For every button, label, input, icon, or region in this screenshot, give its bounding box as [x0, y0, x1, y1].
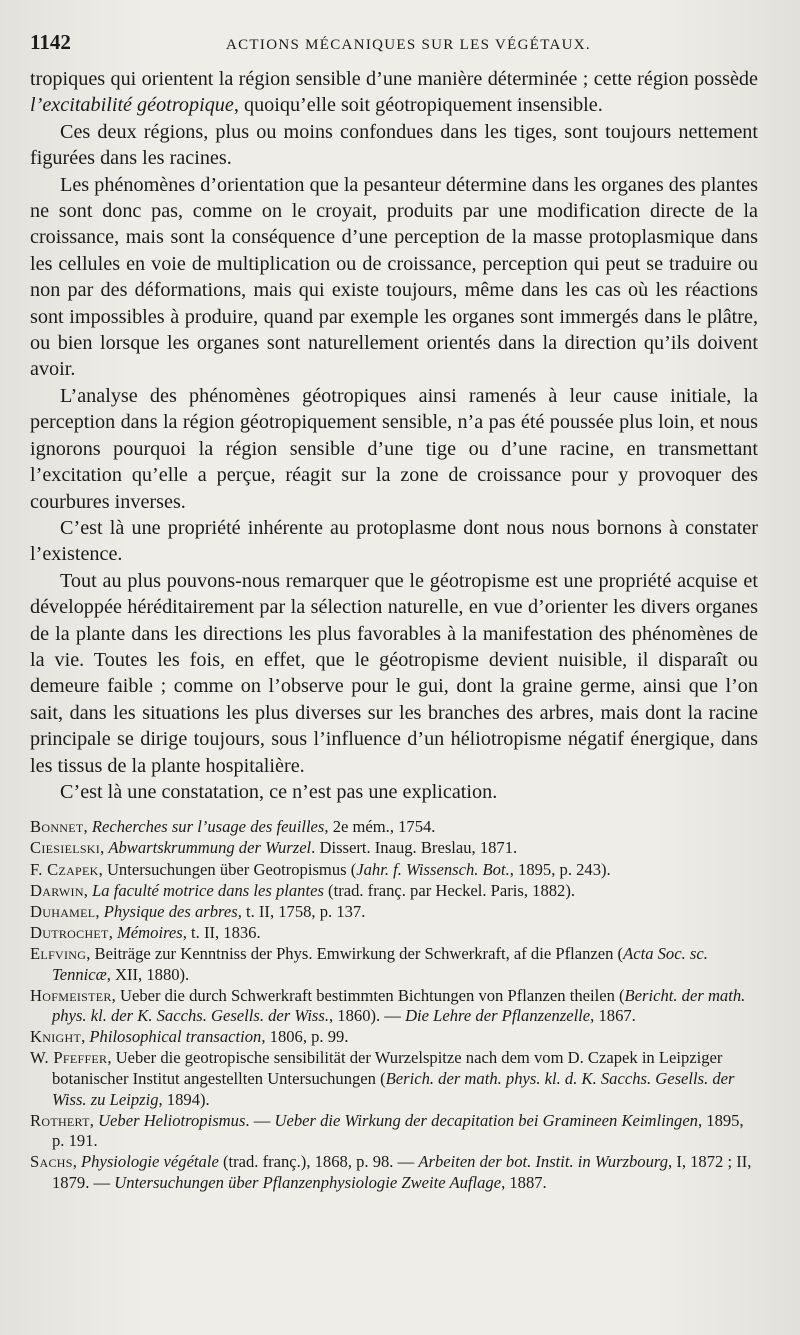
running-title: ACTIONS MÉCANIQUES SUR LES VÉGÉTAUX.: [226, 37, 591, 53]
reference-title: La faculté motrice dans les plantes: [92, 880, 324, 900]
page-header: [30, 30, 758, 60]
reference-text: , 1860). —: [329, 1006, 406, 1026]
reference-text: , I, 1872 ; II, 1879. —: [52, 1152, 752, 1192]
paragraph: C’est là une propriété inhérente au protoplasme dont nous nous bornons à constater l’existence.: [30, 516, 758, 566]
reference-entry: [30, 902, 758, 923]
paragraph: Les phénomènes d’orientation que la pesanteur détermine dans les organes des plantes ne sont donc pas, comme on le croyait, produits par une modification directe de la croissance, mais sont la conséquence d’une perception de la masse protoplasmique dans les cellules en voie de multiplication ou de croissance, perception qui peut se traduire ou non par des déformations, mais qui existe toujours, même dans les cas où les réactions sont impossibles à produire, quand par exemple les organes sont immergés dans le plâtre, ou bien lorsque les organes sont naturellement orientés dans la direction qu’ils doivent avoir.: [30, 173, 758, 381]
reference-entry: [30, 838, 758, 859]
reference-entry: [30, 923, 758, 944]
reference-text: ,: [83, 817, 92, 837]
reference-text: , XII, 1880).: [106, 964, 190, 984]
reference-text: ,: [100, 838, 109, 858]
reference-author: Knight: [30, 1027, 82, 1047]
reference-entry: [30, 1027, 758, 1048]
reference-author: Ciesielski: [30, 838, 101, 858]
reference-text: ,: [89, 1110, 99, 1130]
reference-entry: [30, 1111, 758, 1152]
reference-author: Bonnet: [30, 817, 84, 837]
reference-title: Ueber Heliotropismus: [98, 1110, 246, 1130]
reference-text: , t. II, 1836.: [182, 922, 261, 942]
body-text: [30, 66, 758, 805]
reference-text: , Untersuchungen über Geotropismus (: [98, 859, 357, 879]
reference-text: , Ueber die durch Schwerkraft bestimmten Bichtungen von Pflanzen theilen (: [111, 985, 625, 1005]
emphasis-term: l’excitabilité géotropique: [30, 94, 234, 117]
reference-title: Philosophical transaction: [89, 1027, 262, 1047]
paragraph: Ces deux régions, plus ou moins confondues dans les tiges, sont toujours nettement figurées dans les racines.: [30, 120, 758, 170]
reference-entry: [30, 944, 758, 985]
reference-title: Untersuchungen über Pflanzenphysiologie Zweite Auflage: [114, 1172, 502, 1192]
reference-text: (trad. franç.), 1868, p. 98. —: [218, 1152, 419, 1172]
reference-text: , 1894).: [158, 1089, 210, 1109]
reference-entry: [30, 1152, 758, 1193]
reference-title: Physique des arbres: [103, 901, 238, 921]
reference-title: Abwartskrummung der Wurzel: [108, 838, 312, 858]
page-number: 1142: [30, 30, 71, 54]
reference-text: (trad. franç. par Heckel. Paris, 1882).: [323, 880, 576, 900]
reference-author: F. Czapek: [30, 859, 99, 879]
reference-title: Bericht. der math. phys. kl. der K. Sacchs. Gesells. der Wiss.: [52, 985, 746, 1026]
reference-text: ,: [81, 1027, 90, 1047]
paragraph-continuation: tropiques qui orientent la région sensible d’une manière déterminée ; cette région possède l’excitabilité géotropique, quoiqu’elle soit géotropiquement insensible.: [30, 68, 758, 117]
reference-author: Rothert: [30, 1110, 90, 1130]
paragraph: L’analyse des phénomènes géotropiques ainsi ramenés à leur cause initiale, la perception dans la région géotropiquement sensible, n’a pas été poussée plus loin, et nous ignorons pourquoi la région sensible d’une tige ou d’une racine, en transmettant l’excitation qu’elle a perçue, réagit sur la zone de croissance pour y provoquer des courbures inverses.: [30, 384, 758, 513]
reference-title: Die Lehre der Pflanzenzelle: [405, 1006, 591, 1026]
reference-author: Elfving: [30, 943, 87, 963]
bibliography: [30, 817, 758, 1193]
reference-entry: [30, 1048, 758, 1110]
reference-title: Acta Soc. sc. Tennicæ: [52, 943, 708, 984]
reference-author: W. Pfeffer: [30, 1048, 108, 1068]
reference-text: ,: [108, 922, 117, 942]
reference-author: Dutrochet: [30, 922, 109, 942]
reference-author: Darwin: [30, 880, 84, 900]
reference-title: Ueber die Wirkung der decapitation bei Gramineen Keimlingen: [274, 1110, 698, 1130]
reference-text: ,: [95, 901, 104, 921]
reference-author: Duhamel: [30, 901, 96, 921]
reference-title: Mémoires: [116, 922, 183, 942]
reference-title: Berich. der math. phys. kl. d. K. Sacchs. Gesells. der Wiss. zu Leipzig: [52, 1069, 735, 1109]
reference-text: , 1806, p. 99.: [261, 1027, 349, 1047]
reference-title: Physiologie végétale: [81, 1152, 219, 1172]
reference-entry: [30, 860, 758, 881]
reference-text: . Dissert. Inaug. Breslau, 1871.: [311, 838, 518, 858]
reference-entry: [30, 881, 758, 902]
reference-title: Recherches sur l’usage des feuilles: [91, 817, 325, 837]
reference-text: , Beiträge zur Kenntniss der Phys. Emwirkung der Schwerkraft, af die Pflanzen (: [86, 943, 624, 963]
reference-text: , 1867.: [590, 1006, 636, 1026]
reference-text: , 1895, p. 191.: [52, 1110, 744, 1151]
reference-text: , 1895, p. 243).: [509, 859, 611, 879]
reference-text: . —: [245, 1110, 275, 1130]
reference-text: , Ueber die geotropische sensibilität der Wurzelspitze nach dem vom D. Czapek in Leipziger botanischer Institut angestellten Untersuchungen (: [52, 1048, 723, 1088]
reference-entry: [30, 817, 758, 838]
reference-text: , 1887.: [501, 1172, 547, 1192]
reference-text: , t. II, 1758, p. 137.: [237, 901, 366, 921]
reference-text: ,: [83, 880, 93, 900]
paragraph: Tout au plus pouvons-nous remarquer que le géotropisme est une propriété acquise et développée héréditairement par la sélection naturelle, en vue d’orienter les divers organes de la plante dans les directions les plus favorables à la manifestation des phénomènes de la vie. Toutes les fois, en effet, que le géotropisme devient nuisible, il disparaît ou demeure faible ; comme on l’observe pour le gui, dont la graine germe, ainsi que l’on sait, dans les situations les plus diverses sur les branches des arbres, mais dont la racine principale se dirige toujours, sous l’influence d’un héliotropisme négatif énergique, dans les tissus de la plante hospitalière.: [30, 569, 758, 777]
reference-text: , 2e mém., 1754.: [324, 817, 436, 837]
reference-entry: [30, 986, 758, 1027]
reference-title: Arbeiten der bot. Instit. in Wurzbourg: [418, 1152, 669, 1172]
reference-text: ,: [72, 1152, 82, 1172]
paragraph: C’est là une constatation, ce n’est pas une explication.: [60, 780, 498, 803]
reference-title: Jahr. f. Wissensch. Bot.: [356, 859, 510, 879]
reference-author: Hofmeister: [30, 985, 112, 1005]
reference-author: Sachs: [30, 1152, 73, 1172]
